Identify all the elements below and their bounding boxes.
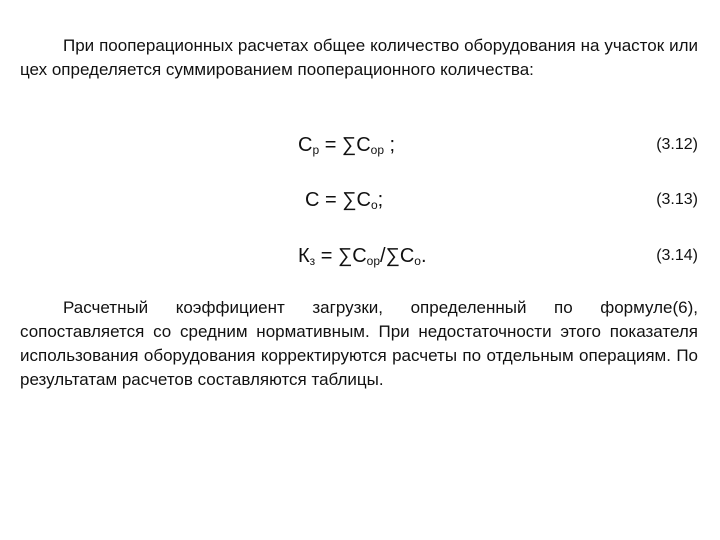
formula-operator: = ∑C: [319, 189, 371, 211]
formula-3-14: [298, 242, 427, 270]
formula-rhs-subscript: ор: [366, 254, 381, 268]
equation-number: (3.12): [656, 136, 698, 153]
formula-3-12: [298, 131, 395, 159]
equation-number: (3.13): [656, 191, 698, 208]
formula-divisor-subscript: о: [414, 254, 421, 268]
formula-3-13: [305, 186, 383, 214]
formula-lhs-subscript: р: [312, 143, 320, 157]
formula-row-3-12: [20, 131, 698, 161]
formula-divisor: /∑C: [380, 245, 415, 267]
formula-tail: ;: [384, 134, 396, 156]
intro-paragraph: При пооперационных расчетах общее количество оборудования на участок или цех определяется суммированием пооперационного количества:: [20, 36, 698, 79]
formula-rhs-subscript: ор: [370, 143, 384, 157]
formula-lhs-subscript: з: [309, 254, 316, 268]
equation-number: (3.14): [656, 247, 698, 264]
formula-operator: = ∑C: [319, 134, 371, 156]
formula-tail: .: [420, 245, 427, 267]
formula-tail: ;: [377, 189, 384, 211]
conclusion-paragraph: Расчетный коэффициент загрузки, определенный по формуле(6), сопоставляется со средним нормативным. При недостаточности этого показателя использования оборудования корректируются расчеты по отдельным операциям. По результатам расчетов составляются таблицы.: [20, 298, 698, 389]
formula-row-3-13: [20, 186, 698, 216]
formula-lhs: C: [305, 189, 320, 211]
formula-lhs: C: [298, 134, 313, 156]
formula-operator: = ∑C: [315, 245, 367, 267]
formula-lhs: К: [298, 245, 310, 267]
formula-rhs-subscript: о: [370, 198, 378, 212]
formula-row-3-14: [20, 242, 698, 272]
